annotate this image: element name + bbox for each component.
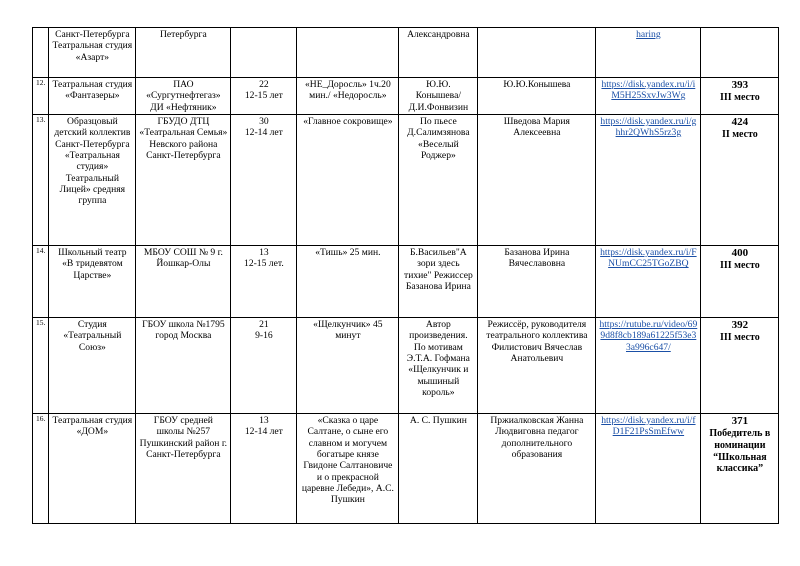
place-label: III место (719, 91, 760, 103)
count-cell (231, 114, 297, 245)
participant-count: 30 (259, 115, 269, 127)
row-number: 16. (33, 413, 49, 523)
place-label: II место (721, 128, 758, 140)
director-cell: Базанова Ирина Вячеславовна (478, 245, 596, 317)
institution-cell: ПАО «Сургутнефтегаз» ДИ «Нефтяник» (136, 78, 231, 115)
score-points: 393 (731, 79, 749, 91)
results-table (32, 27, 779, 524)
row-number: 13. (33, 114, 49, 245)
collective-cell: Школьный театр «В тридевятом Царстве» (49, 245, 136, 317)
age-range: 12-14 лет (244, 426, 283, 438)
age-range: 12-15 лет. (244, 258, 284, 270)
video-link[interactable]: https://rutube.ru/video/699d8f8cb189a61225f53e33a996c647/ (599, 318, 698, 353)
row-number: 15. (33, 317, 49, 413)
director-cell: Режиссёр, руководителя театрального коллектива Филистович Вячеслав Анатольевич (478, 317, 596, 413)
director-cell (478, 28, 596, 78)
title-cell (297, 28, 399, 78)
author-cell: Александровна (399, 28, 478, 78)
score-points: 392 (731, 318, 749, 331)
video-link[interactable]: https://disk.yandex.ru/i/fD1F21PsSmEfww (601, 414, 696, 438)
place-label: III место (719, 259, 760, 271)
link-cell (596, 317, 701, 413)
director-cell: Шведова Мария Алексеевна (478, 114, 596, 245)
score-cell (701, 413, 779, 523)
age-range: 12-14 лет (244, 127, 283, 139)
institution-cell: МБОУ СОШ № 9 г. Йошкар-Олы (136, 245, 231, 317)
video-link[interactable]: https://disk.yandex.ru/i/ghhr2QWhS5rz3g (600, 115, 697, 139)
table-row (33, 245, 779, 317)
score-cell (701, 28, 779, 78)
score-points: 400 (731, 246, 749, 259)
table-row (33, 78, 779, 115)
link-cell (596, 28, 701, 78)
count-cell (231, 245, 297, 317)
count-cell (231, 317, 297, 413)
link-cell (596, 78, 701, 115)
link-cell (596, 413, 701, 523)
link-cell (596, 114, 701, 245)
institution-cell: ГБОУ школа №1795 город Москва (136, 317, 231, 413)
count-cell (231, 413, 297, 523)
title-cell: «НЕ_Доросль» 1ч.20 мин./ «Недоросль» (297, 78, 399, 115)
author-cell: Ю.Ю. Конышева/ Д.И.Фонвизин (399, 78, 478, 115)
director-cell: Ю.Ю.Конышева (478, 78, 596, 115)
author-cell: Автор произведения. По мотивам Э.Т.А. Гофмана «Щелкунчик и мышиный король» (399, 317, 478, 413)
score-cell (701, 78, 779, 115)
participant-count: 22 (259, 79, 269, 90)
collective-cell: Образцовый детский коллектив Санкт-Петербурга «Театральная студия» Театральный Лицей» средняя группа (49, 114, 136, 245)
row-number: 14. (33, 245, 49, 317)
title-cell: «Главное сокровище» (297, 114, 399, 245)
place-label: III место (719, 331, 760, 343)
participant-count: 13 (259, 246, 269, 258)
video-link[interactable]: https://disk.yandex.ru/i/FNUmCC25TGoZBQ (600, 246, 697, 270)
score-cell (701, 317, 779, 413)
age-range: 9-16 (255, 330, 273, 342)
participant-count: 13 (259, 414, 269, 426)
score-points: 424 (731, 115, 749, 128)
author-cell: Б.Васильев"А зори здесь тихие" Режиссер Базанова Ирина (399, 245, 478, 317)
video-link[interactable]: https://disk.yandex.ru/i/iM5H25SxvJw3Wg (601, 79, 696, 102)
institution-cell: ГБУДО ДТЦ «Театральная Семья» Невского района Санкт-Петербурга (136, 114, 231, 245)
table-row (33, 413, 779, 523)
title-cell: «Тишь» 25 мин. (297, 245, 399, 317)
institution-cell: Петербурга (136, 28, 231, 78)
collective-cell: Театральная студия «ДОМ» (49, 413, 136, 523)
score-points: 371 (731, 414, 749, 427)
link-cell (596, 245, 701, 317)
age-range: 12-15 лет (244, 90, 283, 102)
title-cell: «Сказка о царе Салтане, о сыне его славном и могучем богатыре князе Гвидоне Салтановиче и о прекрасной царевне Лебеди», А.С. Пушкин (297, 413, 399, 523)
row-number (33, 28, 49, 78)
score-cell (701, 114, 779, 245)
table-row (33, 317, 779, 413)
table-row (33, 114, 779, 245)
participant-count: 21 (259, 318, 269, 330)
place-label: Победитель в номинации “Школьная классика” (709, 427, 771, 475)
institution-cell: ГБОУ средней школы №257 Пушкинский район г. Санкт-Петербурга (136, 413, 231, 523)
collective-cell: Санкт-Петербурга Театральная студия «Азарт» (49, 28, 136, 78)
title-cell: «Щелкунчик» 45 минут (297, 317, 399, 413)
count-cell (231, 78, 297, 115)
collective-cell: Студия «Театральный Союз» (49, 317, 136, 413)
author-cell: По пьесе Д.Салимзянова «Веселый Роджер» (399, 114, 478, 245)
row-number: 12. (33, 78, 49, 115)
table-row-continued (33, 28, 779, 78)
collective-cell: Театральная студия «Фантазеры» (49, 78, 136, 115)
count-cell (231, 28, 297, 78)
score-cell (701, 245, 779, 317)
author-cell: А. С. Пушкин (399, 413, 478, 523)
video-link[interactable]: haring (636, 29, 661, 40)
director-cell: Пржиалковская Жанна Людвиговна педагог дополнительного образования (478, 413, 596, 523)
